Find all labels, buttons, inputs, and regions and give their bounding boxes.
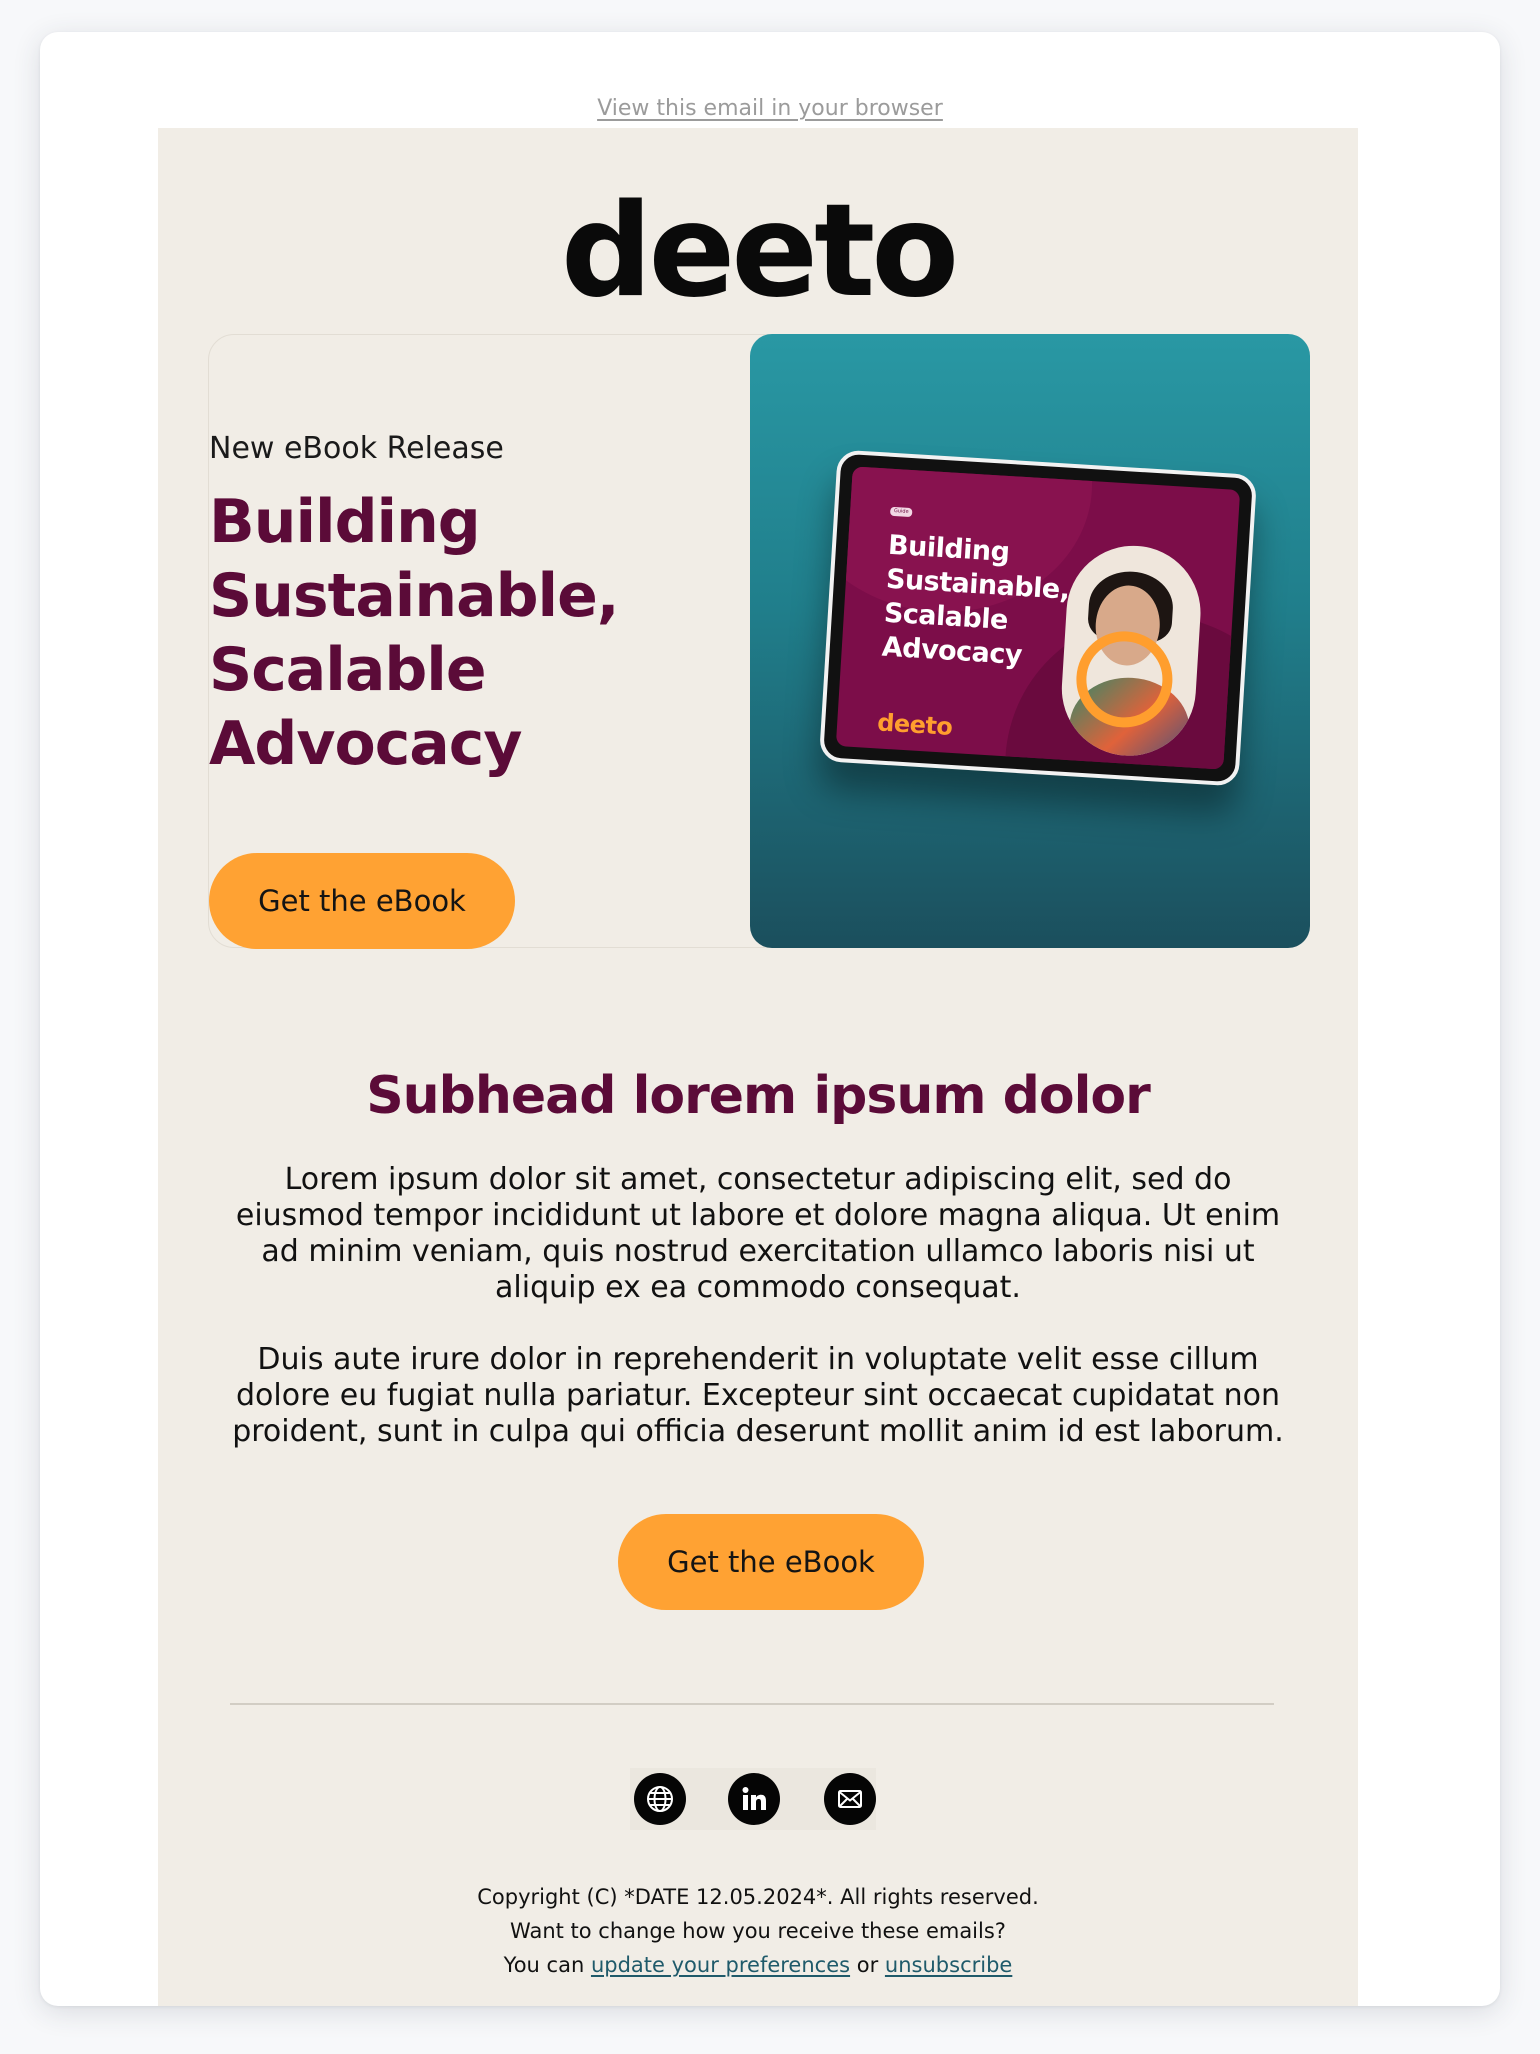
- email-frame: [40, 32, 1500, 2006]
- hero-title-line: Scalable: [209, 635, 486, 705]
- subhead: Subhead lorem ipsum dolor: [366, 1066, 1150, 1126]
- update-preferences-link[interactable]: update your preferences: [590, 1953, 851, 1977]
- cover-title: [881, 529, 1073, 676]
- mail-icon[interactable]: [824, 1773, 876, 1825]
- hero-title: [209, 485, 729, 781]
- hero-get-ebook-button[interactable]: Get the eBook: [209, 853, 515, 949]
- deeto-logo[interactable]: deeto: [560, 177, 956, 326]
- view-in-browser-link[interactable]: View this email in your browser: [597, 96, 943, 121]
- unsubscribe-link[interactable]: unsubscribe: [884, 1953, 1013, 1977]
- cover-portrait: [1058, 542, 1205, 760]
- globe-icon[interactable]: [634, 1773, 686, 1825]
- view-in-browser-link-wrap: [40, 96, 1500, 121]
- hero-image[interactable]: [750, 334, 1310, 948]
- body-paragraph-2: Duis aute irure dolor in reprehenderit in voluptate velit esse cillum dolore eu fugiat nulla pariatur. Excepteur sint occaecat cupidatat non proident, sunt in culpa qui officia deserunt mollit anim id est laborum.: [232, 1342, 1284, 1449]
- cover-logo: deeto: [876, 708, 954, 741]
- hero-title-line: Building: [209, 487, 480, 557]
- social-links: [630, 1768, 876, 1830]
- email-body: [158, 128, 1358, 2006]
- hero-eyebrow: New eBook Release: [209, 431, 504, 466]
- get-ebook-button[interactable]: Get the eBook: [618, 1514, 924, 1610]
- hero-card: [208, 334, 1308, 948]
- tablet-mockup: [819, 449, 1257, 786]
- hero-title-line: Sustainable,: [209, 561, 619, 631]
- cover-badge: Guide: [890, 507, 913, 517]
- ebook-cover: [836, 466, 1240, 769]
- footer-preferences-line: [158, 1948, 1358, 1982]
- footer: [158, 1880, 1358, 1982]
- footer-copyright: Copyright (C) *DATE 12.05.2024*. All rights reserved.: [477, 1885, 1039, 1909]
- cover-title-line: Sustainable,: [885, 563, 1071, 606]
- body-paragraph-1: Lorem ipsum dolor sit amet, consectetur adipiscing elit, sed do eiusmod tempor incididunt ut labore et dolore magna aliqua. Ut enim ad minim veniam, quis nostrud exercitation ullamco laboris nisi ut aliquip ex ea commodo consequat.: [235, 1162, 1281, 1305]
- footer-or: or: [856, 1953, 879, 1977]
- footer-divider: [230, 1703, 1274, 1705]
- cover-title-line: Scalable: [883, 597, 1009, 637]
- linkedin-icon[interactable]: [728, 1773, 780, 1825]
- cover-title-line: Advocacy: [880, 631, 1023, 672]
- footer-change-prompt: Want to change how you receive these emails?: [510, 1919, 1006, 1943]
- hero-text-column: [209, 335, 749, 947]
- hero-title-line: Advocacy: [209, 709, 522, 779]
- footer-you-can: You can: [503, 1953, 585, 1977]
- cover-title-line: Building: [887, 529, 1011, 569]
